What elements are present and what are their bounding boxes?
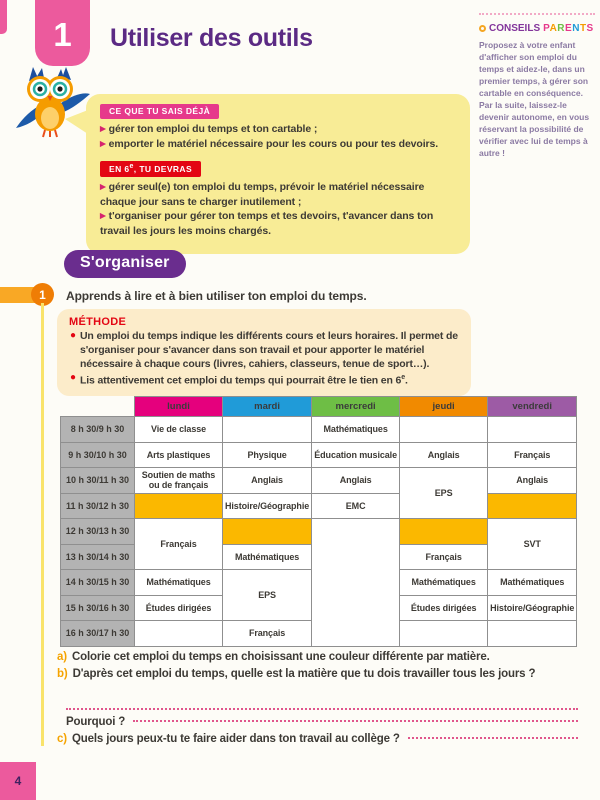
parents-heading [479,23,595,34]
unit-number: 1 [53,16,72,53]
timetable-cell [488,621,577,647]
timetable-cell: EPS [223,570,312,621]
timetable-cell: Anglais [400,442,488,468]
timetable-cell: Études dirigées [135,595,223,621]
parents-advice-panel [479,13,595,159]
timetable-time-cell: 12 h 30/13 h 30 [61,519,135,545]
method-box [57,309,471,396]
timetable-cell: Français [400,544,488,570]
question-c [57,733,578,745]
method-title: MÉTHODE [69,316,127,328]
question-text: D'après cet emploi du temps, quelle est la matière que tu dois travailler tous les jours ? [72,668,536,680]
page-number-tab [0,762,36,800]
timetable-time-cell: 13 h 30/14 h 30 [61,544,135,570]
timetable-day-header: mardi [223,397,312,417]
parents-advice-text: Proposez à votre enfant d'afficher son emploi du temps et aidez-le, dans un premier temps, à gérer son cartable en conséquence. Par la suite, laissez-le devenir autonome, en vous réservant la possibilité de vérifier avec lui de temps à autre ! [479,40,590,158]
timetable-cell: Français [488,442,577,468]
timetable-cell: Arts plastiques [135,442,223,468]
timetable-cell: Histoire/Géographie [488,595,577,621]
question-a [57,651,578,663]
questions-block [57,651,578,750]
question-pourquoi [66,716,578,728]
question-text: Quels jours peux-tu te faire aider dans ton travail au collège ? [71,733,400,745]
timetable [60,396,577,647]
target-icon [479,25,486,32]
timetable-time-cell: 9 h 30/10 h 30 [61,442,135,468]
timetable-cell: Études dirigées [400,595,488,621]
arrow-bullet-icon: ▶ [100,211,106,220]
parents-letter: R [557,23,566,34]
timetable-time-cell: 16 h 30/17 h 30 [61,621,135,647]
section-heading-sorganiser: S'organiser [64,250,186,278]
parents-letter: E [565,23,573,34]
timetable-time-cell: 15 h 30/16 h 30 [61,595,135,621]
parents-letter: T [579,23,587,34]
timetable-time-cell: 11 h 30/12 h 30 [61,493,135,519]
timetable-cell [312,519,400,647]
method-item: ● Un emploi du temps indique les différents cours et leurs horaires. Il permet de s'organiser pour s'avancer dans son travail et pour apporter le matériel nécessaire à chaque cours (livres, cahiers, classeurs, tenue de sport…). [70,330,458,370]
timetable-cell: EPS [400,468,488,519]
timetable-wrapper [60,396,577,647]
timetable-cell: Soutien de maths ou de français [135,468,223,494]
parents-letter: A [549,23,558,34]
parents-letter: N [572,23,580,34]
timetable-cell: Français [135,519,223,570]
timetable-day-header: vendredi [488,397,577,417]
question-text: Colorie cet emploi du temps en choisissant une couleur différente par matière. [71,651,490,663]
know-list [100,122,456,152]
will-list [100,180,456,238]
answer-line-b[interactable] [66,694,578,710]
corner-decoration [0,0,7,34]
timetable-cell [223,417,312,443]
timetable-cell [400,417,488,443]
timetable-cell: Mathématiques [223,544,312,570]
page-title: Utiliser des outils [110,24,313,52]
bullet-item: ▶ emporter le matériel nécessaire pour les cours ou pour tes devoirs. [100,138,439,150]
lunch-cell [400,519,488,545]
timetable-cell [135,621,223,647]
dot-bullet-icon: ● [70,372,76,383]
timetable-cell: Mathématiques [488,570,577,596]
timetable-cell: Anglais [223,468,312,494]
answer-line-pourquoi[interactable] [133,720,578,722]
timetable-cell: Anglais [312,468,400,494]
question-letter: b) [57,668,68,680]
arrow-bullet-icon: ▶ [100,124,106,133]
timetable-cell: Français [223,621,312,647]
dot-bullet-icon: ● [70,330,76,341]
conseils-label: CONSEILS [489,23,541,34]
question-b [57,668,578,680]
timetable-time-cell: 14 h 30/15 h 30 [61,570,135,596]
timetable-cell: Physique [223,442,312,468]
bullet-item: ▶ gérer seul(e) ton emploi du temps, prévoir le matériel nécessaire chaque jour sans te charger inutilement ; [100,181,425,208]
lunch-cell [223,519,312,545]
parents-word [543,23,594,34]
lunch-cell [488,493,577,519]
question-letter: c) [57,733,67,745]
intro-bubble [86,94,470,254]
timetable-cell: Anglais [488,468,577,494]
timetable-cell: Mathématiques [400,570,488,596]
timetable-cell: SVT [488,519,577,570]
answer-line-c[interactable] [408,737,578,739]
timetable-cell: EMC [312,493,400,519]
bubble-tail-left [65,110,88,134]
timetable-cell: Vie de classe [135,417,223,443]
timetable-cell: Mathématiques [135,570,223,596]
exercise-instruction: Apprends à lire et à bien utiliser ton emploi du temps. [66,289,367,303]
arrow-bullet-icon: ▶ [100,182,106,191]
will-badge: EN 6e, TU DEVRAS [100,161,201,177]
parents-letter: P [543,23,550,34]
exercise-number-badge: 1 [31,283,54,306]
question-letter: a) [57,651,67,663]
arrow-bullet-icon: ▶ [100,139,106,148]
timetable-cell [400,621,488,647]
page-number: 4 [14,774,22,788]
method-item: ● Lis attentivement cet emploi du temps qui pourrait être le tien en 6e. [70,372,408,387]
timetable-corner [61,397,135,417]
bullet-item: ▶ t'organiser pour gérer ton temps et tes devoirs, t'avancer dans ton travail les jours les moins chargés. [100,210,434,237]
timetable-cell: Éducation musicale [312,442,400,468]
timetable-day-header: mercredi [312,397,400,417]
bullet-item: ▶ gérer ton emploi du temps et ton cartable ; [100,123,318,135]
exercise-guide-line [41,303,44,746]
lunch-cell [135,493,223,519]
timetable-cell: Histoire/Géographie [223,493,312,519]
timetable-day-header: jeudi [400,397,488,417]
parents-letter: S [586,23,594,34]
timetable-time-cell: 10 h 30/11 h 30 [61,468,135,494]
know-badge: CE QUE TU SAIS DÉJÀ [100,104,219,120]
timetable-cell: Mathématiques [312,417,400,443]
unit-number-badge [35,0,90,66]
timetable-cell [488,417,577,443]
timetable-day-header: lundi [135,397,223,417]
pourquoi-label: Pourquoi ? [66,716,126,728]
timetable-time-cell: 8 h 30/9 h 30 [61,417,135,443]
